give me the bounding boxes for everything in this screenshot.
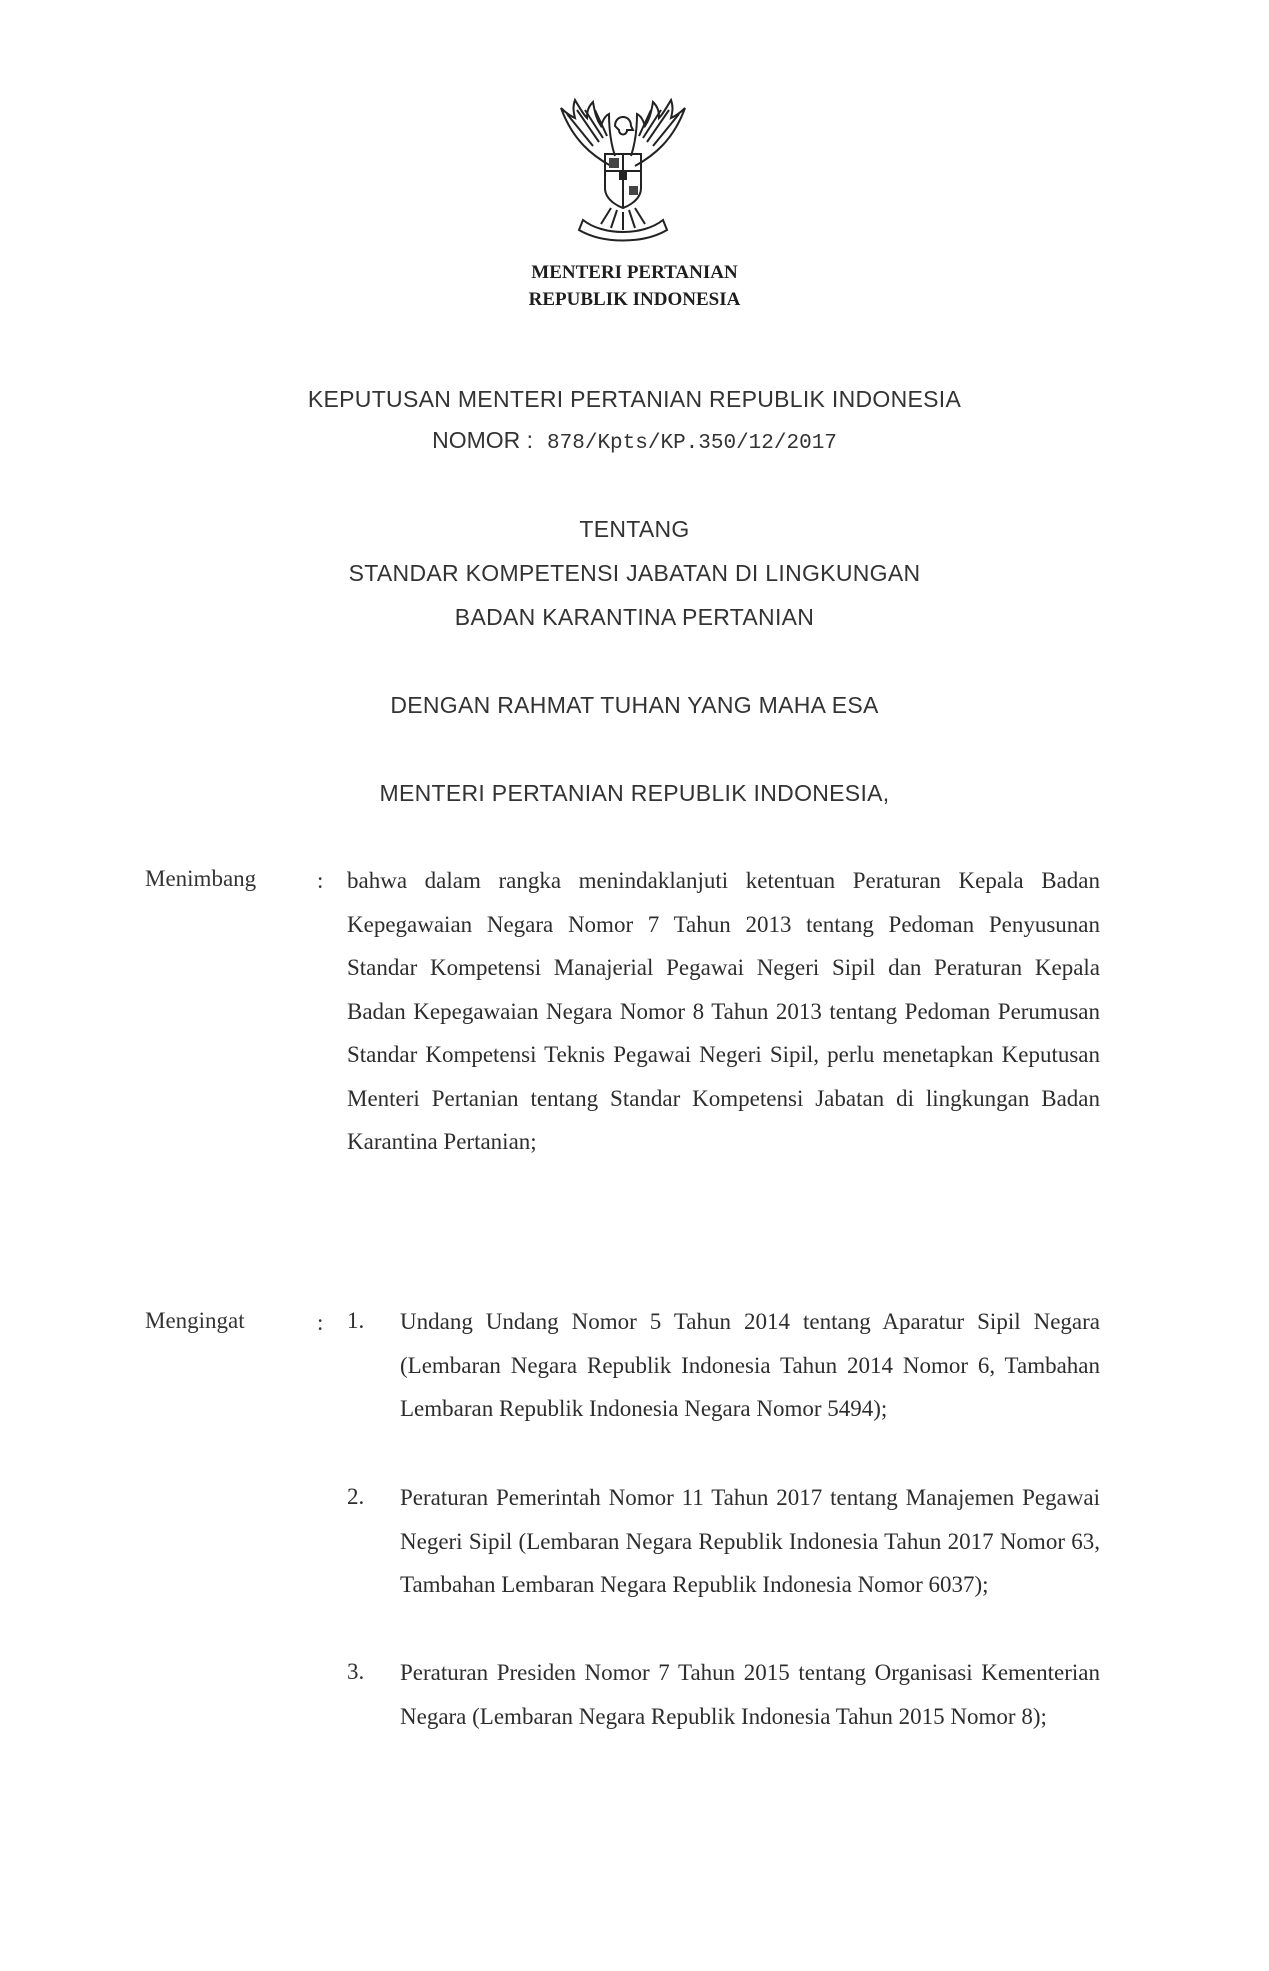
subject-line1: STANDAR KOMPETENSI JABATAN DI LINGKUNGAN [348,560,921,586]
decree-title: KEPUTUSAN MENTERI PERTANIAN REPUBLIK INDONESIA [307,386,962,412]
ministry-title-line2: REPUBLIK INDONESIA [528,289,741,310]
mengingat-colon: : [317,1310,324,1335]
menimbang-label: Menimbang [145,866,257,891]
decree-number-row [0,427,1269,455]
authority-line: MENTERI PERTANIAN REPUBLIK INDONESIA, [379,780,890,806]
mengingat-label: Mengingat [145,1308,245,1333]
list-item-text: Peraturan Pemerintah Nomor 11 Tahun 2017 tentang Manajemen Pegawai Negeri Sipil (Lembaran Negara Republik Indonesia Tahun 2017 Nomor 63, Tambahan Lembaran Negara Republik Indonesia Nomor 6037); [400,1485,1100,1597]
list-item-number: 2. [347,1484,365,1509]
list-item-text: Undang Undang Nomor 5 Tahun 2014 tentang Aparatur Sipil Negara (Lembaran Negara Republik Indonesia Tahun 2014 Nomor 6, Tambahan Lembaran Republik Indonesia Negara Nomor 5494); [400,1309,1100,1421]
subject-line2: BADAN KARANTINA PERTANIAN [454,604,815,630]
nomor-label: NOMOR : [432,427,534,453]
nomor-value: 878/Kpts/KP.350/12/2017 [547,432,837,455]
list-item-number: 3. [347,1659,365,1684]
invocation: DENGAN RAHMAT TUHAN YANG MAHA ESA [390,692,879,718]
menimbang-colon: : [317,868,324,893]
list-item-number: 1. [347,1308,365,1333]
ministry-title-line1: MENTERI PERTANIAN [531,262,738,283]
tentang-heading: TENTANG [579,516,690,542]
menimbang-text: bahwa dalam rangka menindaklanjuti ketentuan Peraturan Kepala Badan Kepegawaian Negara Nomor 7 Tahun 2013 tentang Pedoman Penyusunan Standar Kompetensi Manajerial Pegawai Negeri Sipil dan Peraturan Kepala Badan Kepegawaian Negara Nomor 8 Tahun 2013 tentang Pedoman Perumusan Standar Kompetensi Teknis Pegawai Negeri Sipil, perlu menetapkan Keputusan Menteri Pertanian tentang Standar Kompetensi Jabatan di lingkungan Badan Karantina Pertanian; [347,868,1100,1154]
garuda-emblem-icon [553,96,693,246]
list-item-text: Peraturan Presiden Nomor 7 Tahun 2015 tentang Organisasi Kementerian Negara (Lembaran Negara Republik Indonesia Tahun 2015 Nomor 8); [400,1660,1100,1729]
